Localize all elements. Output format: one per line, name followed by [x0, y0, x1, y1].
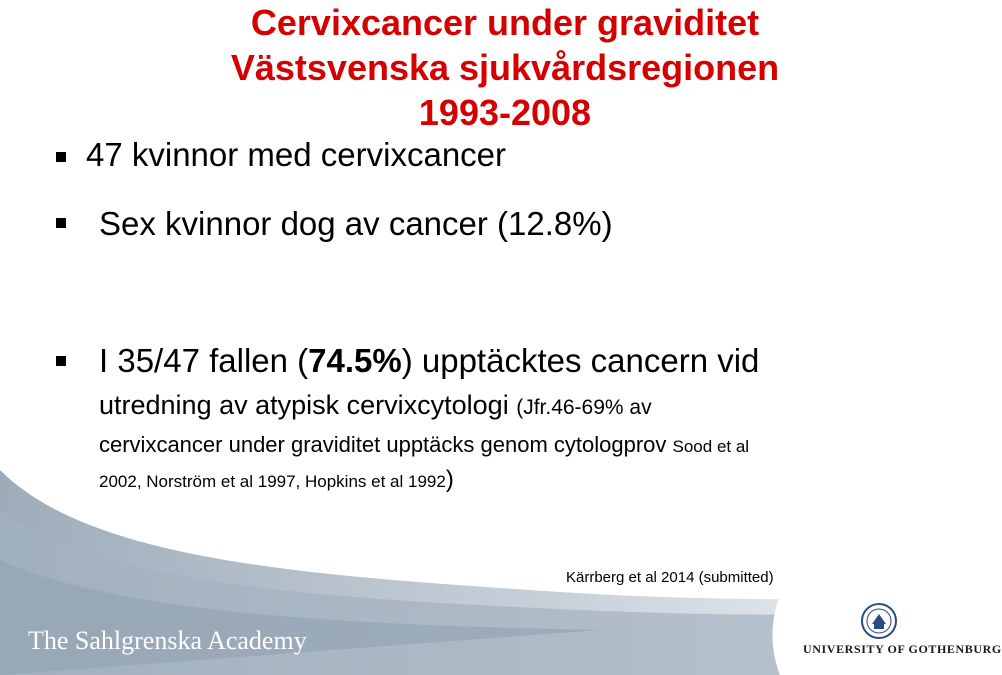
bullet-square-icon: [56, 356, 66, 366]
sahlgrenska-academy-logo: The Sahlgrenska Academy: [28, 626, 307, 655]
bullet-3-post: ) upptäcktes cancern vid: [401, 342, 760, 379]
bullet-3-line-4-paren: ): [445, 466, 454, 493]
title-line-2: Västsvenska sjukvårdsregionen: [230, 47, 780, 88]
title-line-1: Cervixcancer under graviditet: [250, 2, 760, 43]
bullet-3-line-2-main: utredning av atypisk cervixcytologi: [99, 390, 517, 420]
bullet-3-line-3: [99, 432, 749, 458]
university-of-gothenburg-logo: UNIVERSITY OF GOTHENBURG: [803, 642, 1002, 656]
bullet-square-icon: [56, 152, 66, 162]
bullet-1-text: 47 kvinnor med cervixcancer: [86, 136, 507, 173]
title-line-3: 1993-2008: [418, 92, 592, 133]
bullet-3-line-2-small: (Jfr.46-69% av: [516, 396, 652, 419]
bullet-3-bold-percent: 74.5%: [308, 342, 402, 379]
bullet-3-line-4: [99, 466, 454, 494]
bullet-square-icon: [56, 218, 66, 228]
university-seal-icon: [860, 602, 898, 640]
bullet-3-line-3-main: cervixcancer under graviditet upptäcks genom cytologprov: [99, 432, 673, 457]
slide-title: [120, 0, 890, 135]
bullet-3-line-2: [99, 390, 652, 421]
citation: Kärrberg et al 2014 (submitted): [566, 569, 774, 586]
bullet-2-text: Sex kvinnor dog av cancer (12.8%): [99, 205, 613, 242]
bullet-3-line-1: [99, 342, 759, 380]
bullet-3-pre: I 35/47 fallen (: [99, 342, 309, 379]
bullet-3-line-3-small: Sood et al: [672, 437, 750, 456]
bullet-3-line-4-small: 2002, Norström et al 1997, Hopkins et al 1992: [99, 472, 446, 491]
